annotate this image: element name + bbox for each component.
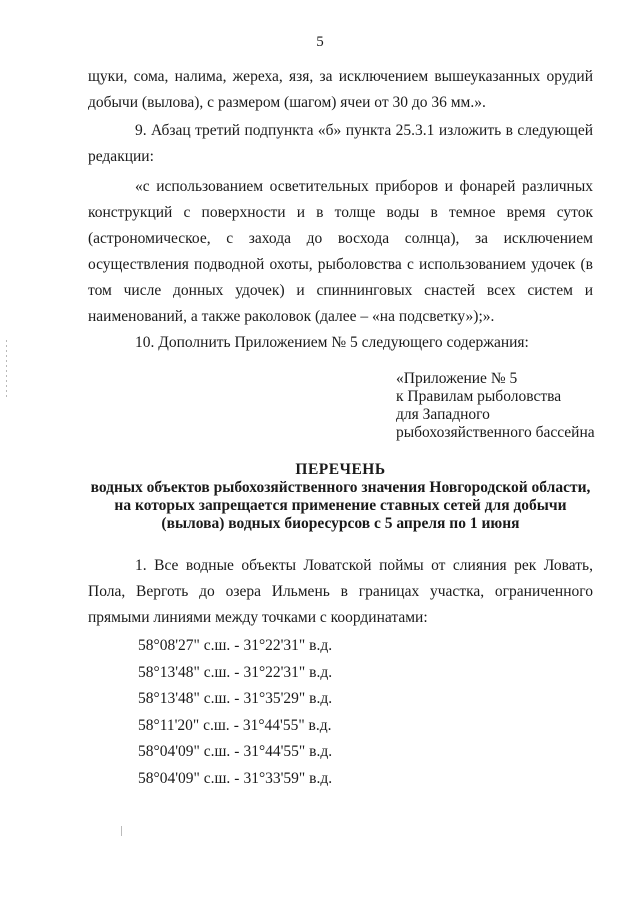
appendix-header: [396, 370, 593, 442]
coordinate-row: [138, 633, 593, 660]
coordinate-latitude: 58°13'48" с.ш.: [138, 663, 231, 681]
coordinate-dash: -: [234, 743, 240, 760]
page-number: 5: [316, 34, 324, 50]
coordinate-row: [138, 739, 593, 766]
coordinate-dash: -: [233, 716, 239, 734]
coordinate-dash: -: [234, 663, 240, 681]
paragraph-item-9: 9. Абзац третий подпункта «б» пункта 25.3.1 изложить в следующей редакции:: [88, 122, 593, 165]
coordinate-row: [138, 660, 593, 687]
title-subline: (вылова) водных биоресурсов с 5 апреля по 1 июня: [161, 515, 520, 532]
appendix-line: «Приложение № 5: [396, 370, 518, 387]
coordinate-row: [138, 686, 593, 713]
list-title: [88, 461, 593, 533]
coordinate-longitude: 31°44'55" в.д.: [243, 743, 333, 760]
coordinate-longitude: 31°35'29" в.д.: [243, 690, 333, 707]
coordinate-longitude: 31°22'31" в.д.: [243, 663, 333, 681]
appendix-line: к Правилам рыболовства: [396, 388, 562, 405]
document-body: [88, 64, 593, 792]
coordinate-longitude: 31°22'31" в.д.: [243, 637, 333, 654]
title-subline: на которых запрещается применение ставных сетей для добычи: [114, 497, 567, 514]
coordinate-dash: -: [234, 637, 240, 654]
section-1-text: 1. Все водные объекты Ловатской поймы от слияния рек Ловать, Пола, Верготь до озера Ильмень в границах участка, ограниченного прямыми линиями между точками с координатами:: [88, 557, 593, 626]
coordinate-longitude: 31°33'59" в.д.: [243, 769, 333, 787]
paragraph-quoted-text: «с использованием осветительных приборов и фонарей различных конструкций с поверхности и в толще воды в темное время суток (астрономическое, с захода до восхода солнца), за исключением осуществления подводной охоты, рыболовства с использованием удочек (в том числе донных удочек) и спиннинговых снастей всех систем и наименований, а также раколовок (далее – «на подсветку»);».: [88, 178, 593, 325]
paragraph-continuation: щуки, сома, налима, жереха, язя, за исключением вышеуказанных орудий добычи (вылова), с размером (шагом) ячеи от 30 до 36 мм.».: [88, 68, 593, 111]
scan-speck: [121, 826, 122, 836]
coordinate-row: [138, 713, 593, 740]
coordinate-dash: -: [234, 769, 240, 787]
appendix-line: рыбохозяйственного бассейна: [396, 424, 595, 441]
title-subline: водных объектов рыбохозяйственного значения Новгородской области,: [90, 479, 591, 496]
coordinate-dash: -: [234, 690, 240, 707]
coordinates-list: [138, 633, 593, 792]
coordinate-row: [138, 766, 593, 793]
margin-scan-mark: [6, 340, 7, 400]
coordinate-latitude: 58°08'27" с.ш.: [138, 637, 231, 654]
coordinate-latitude: 58°04'09" с.ш.: [138, 769, 231, 787]
paragraph-item-10: 10. Дополнить Приложением № 5 следующего содержания:: [135, 334, 529, 351]
coordinate-latitude: 58°04'09" с.ш.: [138, 743, 231, 760]
title-heading: ПЕРЕЧЕНЬ: [295, 461, 386, 478]
coordinate-latitude: 58°11'20" с.ш.: [138, 716, 230, 734]
appendix-line: для Западного: [396, 406, 490, 423]
coordinate-longitude: 31°44'55" в.д.: [242, 716, 332, 734]
coordinate-latitude: 58°13'48" с.ш.: [138, 690, 231, 707]
